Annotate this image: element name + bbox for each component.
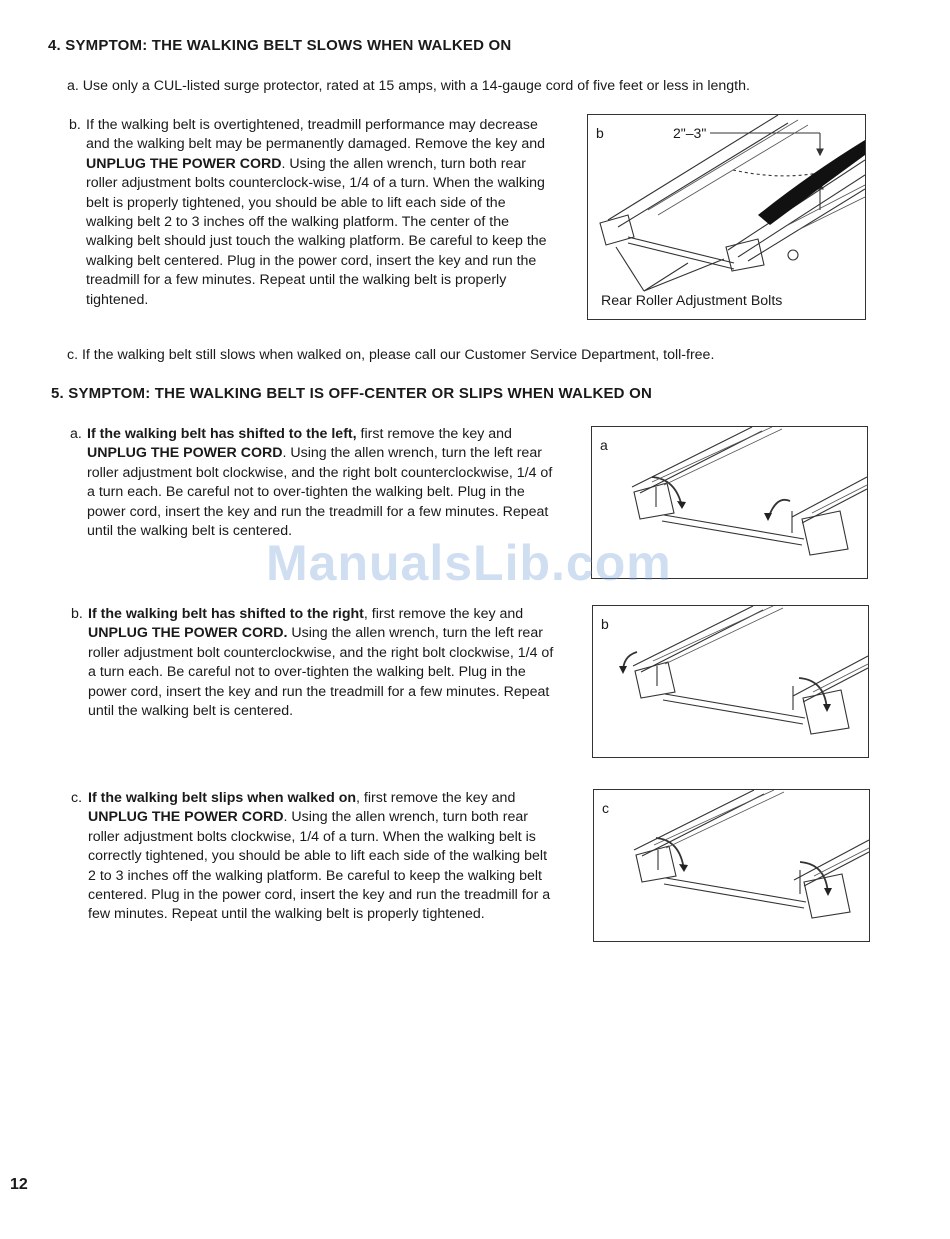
measure-label: 2"–3" (673, 125, 707, 141)
step-text: , first remove the key and (356, 790, 516, 806)
section-5-heading: 5. SYMPTOM: THE WALKING BELT IS OFF-CENTER OR SLIPS WHEN WALKED ON (51, 385, 652, 402)
section-4-heading: 4. SYMPTOM: THE WALKING BELT SLOWS WHEN WALKED ON (48, 37, 512, 54)
condition-text: If the walking belt slips when walked on (88, 790, 357, 806)
section-5-step-b (71, 605, 558, 721)
treadmill-tension-illustration (588, 115, 865, 319)
page-number: 12 (10, 1176, 28, 1193)
step-text: If the walking belt is overtightened, treadmill performance may decrease and the walking belt may be permanently damaged. Remove the key and (86, 117, 546, 153)
step-label: b. (69, 117, 81, 133)
figure-letter: a (600, 437, 608, 453)
figure-letter: c (602, 800, 609, 816)
figure-caption: Rear Roller Adjustment Bolts (601, 293, 783, 309)
watermark: ManualsLib.com (266, 535, 672, 591)
condition-text: If the walking belt has shifted to the right (88, 606, 364, 622)
figure-5b (592, 605, 869, 758)
step-label: a. (70, 426, 82, 442)
warning-text: UNPLUG THE POWER CORD (86, 155, 282, 172)
condition-text: If the walking belt has shifted to the left, (87, 426, 357, 442)
section-4-step-c: c. If the walking belt still slows when walked on, please call our Customer Service Department, toll-free. (67, 347, 715, 363)
step-text: . Using the allen wrench, turn both rear roller adjustment bolts clockwise, 1/4 of a turn. When the walking belt is correctly tightened, you should be able to lift each side of the walking belt 2 to 3 inches off the walking platform. Be careful to keep the walking belt centered. Plug in the power cord, insert the key and run the treadmill for a few minutes. Repeat until the walking belt is properly tightened. (88, 809, 551, 923)
section-5-step-c (71, 789, 558, 925)
section-5-step-a (70, 425, 557, 541)
figure-letter: b (596, 125, 604, 141)
step-text: . Using the allen wrench, turn the left rear roller adjustment bolt clockwise, and the right bolt counterclockwise, 1/4 of a turn each. Be careful not to over-tighten the walking belt. Plug in the power cord, insert the key and run the treadmill for a few minutes. Repeat until the walking belt is centered. (87, 445, 553, 540)
figure-letter: b (601, 616, 609, 632)
warning-text: UNPLUG THE POWER CORD (87, 445, 283, 462)
warning-text: UNPLUG THE POWER CORD (88, 809, 284, 826)
figure-5c (593, 789, 870, 942)
step-label: b. (71, 606, 83, 622)
warning-text: UNPLUG THE POWER CORD. (88, 625, 288, 642)
step-text: . Using the allen wrench, turn both rear roller adjustment bolts counterclock-wise, 1/4 of a turn. When the walking belt is properly tightened, you should be able to lift each side of the walking belt 2 to 3 inches off the walking platform. The center of the walking belt should just touch the walking platform. Be careful to keep the walking belt centered. Plug in the power cord, insert the key and run the treadmill for a few minutes. Repeat until the walking belt is properly tightened. (86, 155, 547, 308)
step-text: , first remove the key and (363, 606, 524, 622)
treadmill-slip-illustration (594, 790, 869, 941)
section-4-step-b (69, 116, 556, 310)
step-label: c. (71, 790, 83, 806)
step-text: Using the allen wrench, turn the left rear roller adjustment bolt counterclockwise, and the right bolt clockwise, 1/4 of a turn each. Be careful not to over-tighten the walking belt. Plug in the power cord, insert the key and run the treadmill for a few minutes. Repeat until the walking belt is centered. (88, 625, 554, 720)
section-4-step-a: a. Use only a CUL-listed surge protector, rated at 15 amps, with a 14-gauge cord of five feet or less in length. (67, 78, 750, 94)
step-text: first remove the key and (356, 426, 512, 442)
figure-4b (587, 114, 866, 320)
treadmill-right-shift-illustration (593, 606, 868, 757)
